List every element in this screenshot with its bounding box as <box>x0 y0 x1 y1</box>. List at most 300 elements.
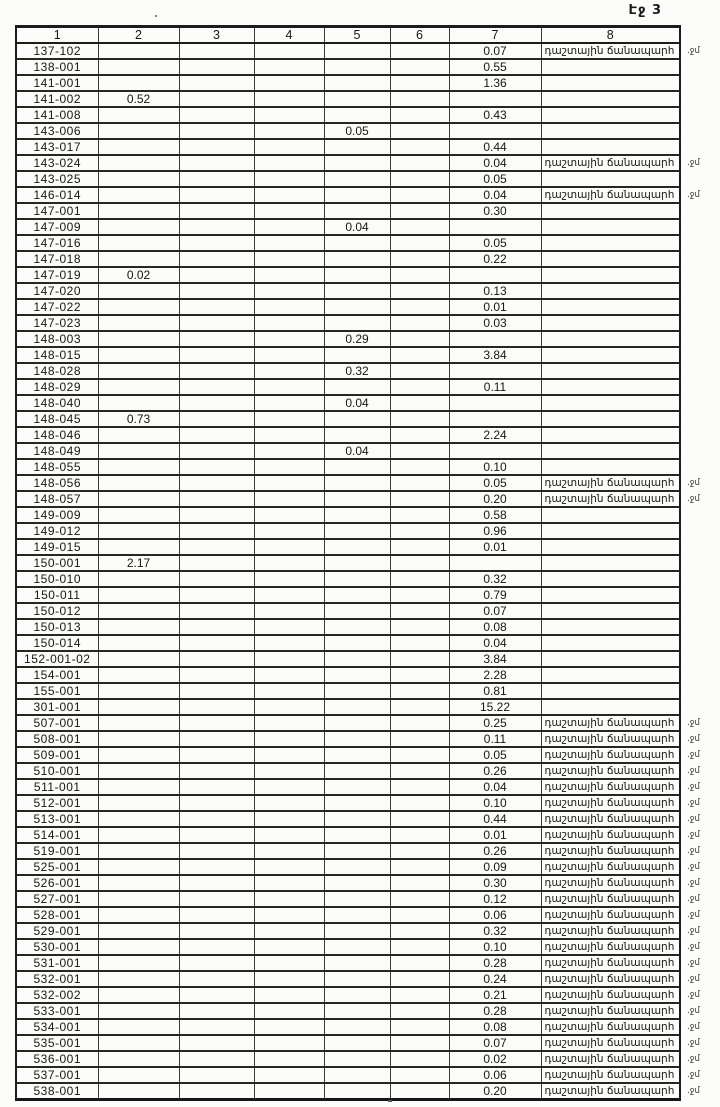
parcel-id-cell: 149-015 <box>16 539 98 555</box>
road-label-cell <box>541 283 680 299</box>
empty-cell <box>449 395 541 411</box>
empty-cell <box>324 555 390 571</box>
margin-note <box>680 459 710 475</box>
empty-cell <box>324 507 390 523</box>
value-cell: 0.06 <box>449 1067 541 1083</box>
empty-cell <box>179 619 254 635</box>
table-row <box>16 955 710 971</box>
parcel-id-cell: 141-008 <box>16 107 98 123</box>
table-row <box>16 155 710 171</box>
empty-cell <box>324 379 390 395</box>
parcel-id-cell: 511-001 <box>16 779 98 795</box>
road-label-cell <box>541 75 680 91</box>
empty-cell <box>179 203 254 219</box>
empty-cell <box>98 299 179 315</box>
empty-cell <box>254 811 324 827</box>
empty-cell <box>324 955 390 971</box>
empty-cell <box>324 779 390 795</box>
table-row <box>16 731 710 747</box>
empty-cell <box>98 859 179 875</box>
empty-cell <box>254 43 324 59</box>
value-cell: 0.08 <box>449 1019 541 1035</box>
parcel-id-cell: 143-017 <box>16 139 98 155</box>
empty-cell <box>324 411 390 427</box>
empty-cell <box>179 283 254 299</box>
parcel-id-cell: 148-029 <box>16 379 98 395</box>
road-label-cell <box>541 91 680 107</box>
table-row <box>16 811 710 827</box>
road-label-cell <box>541 395 680 411</box>
parcel-id-cell: 529-001 <box>16 923 98 939</box>
empty-cell <box>324 1083 390 1100</box>
empty-cell <box>179 91 254 107</box>
empty-cell <box>179 907 254 923</box>
value-cell: 1.36 <box>449 75 541 91</box>
value-cell: 0.04 <box>449 155 541 171</box>
empty-cell <box>98 1019 179 1035</box>
empty-cell <box>98 475 179 491</box>
margin-note <box>680 75 710 91</box>
margin-note <box>680 683 710 699</box>
value-cell: 0.05 <box>449 235 541 251</box>
empty-cell <box>98 43 179 59</box>
margin-note <box>680 315 710 331</box>
empty-cell <box>98 699 179 715</box>
empty-cell <box>390 539 449 555</box>
parcel-id-cell: 143-006 <box>16 123 98 139</box>
empty-cell <box>98 139 179 155</box>
parcel-id-cell: 537-001 <box>16 1067 98 1083</box>
value-cell: 0.79 <box>449 587 541 603</box>
parcel-id-cell: 530-001 <box>16 939 98 955</box>
parcel-id-cell: 510-001 <box>16 763 98 779</box>
table-row <box>16 75 710 91</box>
road-label-cell <box>541 251 680 267</box>
road-label-cell <box>541 299 680 315</box>
empty-cell <box>179 651 254 667</box>
margin-note <box>680 203 710 219</box>
value-cell: 2.17 <box>98 555 179 571</box>
empty-cell <box>324 827 390 843</box>
empty-cell <box>179 107 254 123</box>
margin-note: .ջմ <box>687 1006 700 1016</box>
table-row <box>16 859 710 875</box>
margin-note <box>680 107 710 123</box>
empty-cell <box>179 235 254 251</box>
empty-cell <box>324 315 390 331</box>
parcel-id-cell: 147-018 <box>16 251 98 267</box>
table-row <box>16 939 710 955</box>
empty-cell <box>98 459 179 475</box>
table-row <box>16 779 710 795</box>
parcel-id-cell: 150-001 <box>16 555 98 571</box>
empty-cell <box>254 987 324 1003</box>
road-label-cell <box>541 363 680 379</box>
empty-cell <box>324 91 390 107</box>
value-cell: 0.04 <box>449 187 541 203</box>
empty-cell <box>324 1019 390 1035</box>
parcel-id-cell: 533-001 <box>16 1003 98 1019</box>
road-label-cell <box>541 235 680 251</box>
margin-note <box>680 123 710 139</box>
table-row <box>16 571 710 587</box>
empty-cell <box>179 699 254 715</box>
road-label-cell: դաշտային ճանապարհ <box>541 1083 680 1100</box>
parcel-id-cell: 147-019 <box>16 267 98 283</box>
road-label-cell <box>541 347 680 363</box>
value-cell: 0.02 <box>98 267 179 283</box>
value-cell: 0.58 <box>449 507 541 523</box>
empty-cell <box>254 379 324 395</box>
table-row <box>16 427 710 443</box>
value-cell: 0.10 <box>449 795 541 811</box>
empty-cell <box>390 1003 449 1019</box>
table-row <box>16 1019 710 1035</box>
scan-artifact <box>388 1100 392 1102</box>
margin-note <box>680 59 710 75</box>
empty-cell <box>179 1035 254 1051</box>
empty-cell <box>98 155 179 171</box>
value-cell: 2.28 <box>449 667 541 683</box>
empty-cell <box>449 123 541 139</box>
empty-cell <box>324 203 390 219</box>
margin-note <box>680 651 710 667</box>
empty-cell <box>179 955 254 971</box>
empty-cell <box>449 411 541 427</box>
parcel-id-cell: 148-049 <box>16 443 98 459</box>
empty-cell <box>98 1067 179 1083</box>
parcel-id-cell: 150-012 <box>16 603 98 619</box>
road-label-cell <box>541 699 680 715</box>
value-cell: 0.07 <box>449 1035 541 1051</box>
empty-cell <box>324 1035 390 1051</box>
empty-cell <box>390 827 449 843</box>
empty-cell <box>98 923 179 939</box>
empty-cell <box>254 235 324 251</box>
road-label-cell <box>541 267 680 283</box>
value-cell: 0.52 <box>98 91 179 107</box>
parcel-id-cell: 514-001 <box>16 827 98 843</box>
empty-cell <box>390 651 449 667</box>
table-row <box>16 251 710 267</box>
empty-cell <box>449 331 541 347</box>
empty-cell <box>98 715 179 731</box>
parcel-id-cell: 528-001 <box>16 907 98 923</box>
parcel-id-cell: 535-001 <box>16 1035 98 1051</box>
margin-note <box>680 667 710 683</box>
table-row <box>16 971 710 987</box>
value-cell: 0.44 <box>449 811 541 827</box>
empty-cell <box>254 859 324 875</box>
margin-note: .ջմ <box>687 1022 700 1032</box>
empty-cell <box>179 219 254 235</box>
empty-cell <box>324 603 390 619</box>
empty-cell <box>390 363 449 379</box>
empty-cell <box>179 795 254 811</box>
road-label-cell: դաշտային ճանապարհ <box>541 491 680 507</box>
empty-cell <box>179 251 254 267</box>
value-cell: 0.32 <box>324 363 390 379</box>
road-label-cell: դաշտային ճանապարհ <box>541 43 680 59</box>
margin-note <box>680 555 710 571</box>
margin-note: .ջմ <box>687 862 700 872</box>
empty-cell <box>179 507 254 523</box>
margin-note <box>680 427 710 443</box>
margin-note <box>680 507 710 523</box>
value-cell: 0.44 <box>449 139 541 155</box>
parcel-id-cell: 148-015 <box>16 347 98 363</box>
empty-cell <box>98 971 179 987</box>
empty-cell <box>254 1051 324 1067</box>
table-row <box>16 891 710 907</box>
value-cell: 0.30 <box>449 203 541 219</box>
value-cell: 0.04 <box>324 443 390 459</box>
empty-cell <box>390 1083 449 1100</box>
empty-cell <box>179 763 254 779</box>
empty-cell <box>179 475 254 491</box>
empty-cell <box>324 1051 390 1067</box>
value-cell: 0.20 <box>449 491 541 507</box>
value-cell: 0.07 <box>449 603 541 619</box>
value-cell: 15.22 <box>449 699 541 715</box>
empty-cell <box>254 251 324 267</box>
value-cell: 0.96 <box>449 523 541 539</box>
empty-cell <box>390 507 449 523</box>
margin-note: .ջմ <box>687 814 700 824</box>
value-cell: 0.11 <box>449 379 541 395</box>
value-cell: 0.26 <box>449 763 541 779</box>
empty-cell <box>390 395 449 411</box>
parcel-id-cell: 141-001 <box>16 75 98 91</box>
empty-cell <box>390 619 449 635</box>
parcel-id-cell: 149-009 <box>16 507 98 523</box>
value-cell: 0.29 <box>324 331 390 347</box>
road-label-cell: դաշտային ճանապարհ <box>541 779 680 795</box>
margin-note: .ջմ <box>687 846 700 856</box>
empty-cell <box>324 971 390 987</box>
value-cell: 0.32 <box>449 923 541 939</box>
empty-cell <box>179 315 254 331</box>
empty-cell <box>254 347 324 363</box>
value-cell: 3.84 <box>449 651 541 667</box>
road-label-cell <box>541 171 680 187</box>
parcel-id-cell: 148-055 <box>16 459 98 475</box>
road-label-cell: դաշտային ճանապարհ <box>541 843 680 859</box>
table-row <box>16 523 710 539</box>
parcel-id-cell: 143-024 <box>16 155 98 171</box>
empty-cell <box>98 763 179 779</box>
empty-cell <box>254 923 324 939</box>
parcel-id-cell: 150-014 <box>16 635 98 651</box>
empty-cell <box>254 475 324 491</box>
value-cell: 0.08 <box>449 619 541 635</box>
parcel-id-cell: 525-001 <box>16 859 98 875</box>
empty-cell <box>98 827 179 843</box>
empty-cell <box>324 763 390 779</box>
table-row <box>16 1003 710 1019</box>
margin-note: .ջմ <box>687 766 700 776</box>
empty-cell <box>254 683 324 699</box>
road-label-cell: դաշտային ճանապարհ <box>541 795 680 811</box>
empty-cell <box>324 1003 390 1019</box>
column-header-7: 7 <box>449 27 541 44</box>
empty-cell <box>390 443 449 459</box>
empty-cell <box>390 859 449 875</box>
empty-cell <box>254 75 324 91</box>
empty-cell <box>390 187 449 203</box>
empty-cell <box>254 747 324 763</box>
empty-cell <box>324 1067 390 1083</box>
empty-cell <box>254 1067 324 1083</box>
empty-cell <box>179 347 254 363</box>
empty-cell <box>390 75 449 91</box>
empty-cell <box>179 715 254 731</box>
margin-note <box>680 219 710 235</box>
empty-cell <box>98 59 179 75</box>
road-label-cell <box>541 219 680 235</box>
empty-cell <box>324 651 390 667</box>
empty-cell <box>98 875 179 891</box>
empty-cell <box>98 443 179 459</box>
empty-cell <box>254 715 324 731</box>
empty-cell <box>254 1035 324 1051</box>
empty-cell <box>324 59 390 75</box>
parcel-table <box>15 25 711 1101</box>
parcel-id-cell: 147-009 <box>16 219 98 235</box>
value-cell: 0.05 <box>449 475 541 491</box>
empty-cell <box>179 411 254 427</box>
empty-cell <box>98 955 179 971</box>
empty-cell <box>390 379 449 395</box>
table-row <box>16 763 710 779</box>
empty-cell <box>254 59 324 75</box>
empty-cell <box>390 667 449 683</box>
value-cell: 0.01 <box>449 539 541 555</box>
empty-cell <box>324 859 390 875</box>
empty-cell <box>390 987 449 1003</box>
empty-cell <box>98 171 179 187</box>
value-cell: 0.30 <box>449 875 541 891</box>
parcel-id-cell: 148-056 <box>16 475 98 491</box>
margin-note <box>680 619 710 635</box>
empty-cell <box>324 539 390 555</box>
empty-cell <box>390 155 449 171</box>
empty-cell <box>254 651 324 667</box>
road-label-cell: դաշտային ճանապարհ <box>541 155 680 171</box>
road-label-cell <box>541 107 680 123</box>
empty-cell <box>390 731 449 747</box>
margin-note <box>680 251 710 267</box>
margin-note: .ջմ <box>687 190 700 200</box>
road-label-cell <box>541 587 680 603</box>
margin-note <box>680 331 710 347</box>
empty-cell <box>390 683 449 699</box>
table-row <box>16 603 710 619</box>
empty-cell <box>324 667 390 683</box>
empty-cell <box>390 1051 449 1067</box>
margin-note <box>680 411 710 427</box>
empty-cell <box>254 331 324 347</box>
parcel-id-cell: 147-016 <box>16 235 98 251</box>
empty-cell <box>98 907 179 923</box>
road-label-cell: դաշտային ճանապարհ <box>541 859 680 875</box>
empty-cell <box>324 635 390 651</box>
empty-cell <box>390 571 449 587</box>
empty-cell <box>98 1035 179 1051</box>
margin-note <box>680 91 710 107</box>
empty-cell <box>179 859 254 875</box>
empty-cell <box>324 875 390 891</box>
value-cell: 0.04 <box>324 219 390 235</box>
page-number: Էջ 3 <box>628 3 662 18</box>
empty-cell <box>98 507 179 523</box>
road-label-cell: դաշտային ճանապարհ <box>541 1035 680 1051</box>
empty-cell <box>179 1003 254 1019</box>
value-cell: 0.09 <box>449 859 541 875</box>
value-cell: 0.21 <box>449 987 541 1003</box>
road-label-cell <box>541 523 680 539</box>
margin-note <box>680 523 710 539</box>
value-cell: 0.73 <box>98 411 179 427</box>
empty-cell <box>179 603 254 619</box>
parcel-id-cell: 149-012 <box>16 523 98 539</box>
empty-cell <box>179 459 254 475</box>
margin-note: .ջմ <box>687 830 700 840</box>
empty-cell <box>98 843 179 859</box>
empty-cell <box>324 107 390 123</box>
empty-cell <box>98 635 179 651</box>
empty-cell <box>179 1051 254 1067</box>
empty-cell <box>390 283 449 299</box>
empty-cell <box>324 171 390 187</box>
parcel-id-cell: 148-028 <box>16 363 98 379</box>
empty-cell <box>254 187 324 203</box>
parcel-id-cell: 301-001 <box>16 699 98 715</box>
road-label-cell <box>541 683 680 699</box>
parcel-id-cell: 513-001 <box>16 811 98 827</box>
margin-note: .ջմ <box>687 990 700 1000</box>
parcel-id-cell: 526-001 <box>16 875 98 891</box>
margin-note <box>680 235 710 251</box>
road-label-cell: դաշտային ճանապարհ <box>541 715 680 731</box>
empty-cell <box>390 939 449 955</box>
empty-cell <box>254 971 324 987</box>
value-cell: 0.11 <box>449 731 541 747</box>
empty-cell <box>449 363 541 379</box>
empty-cell <box>179 571 254 587</box>
header-row <box>16 27 710 44</box>
table-row <box>16 667 710 683</box>
empty-cell <box>254 267 324 283</box>
road-label-cell <box>541 507 680 523</box>
table-row <box>16 827 710 843</box>
empty-cell <box>324 235 390 251</box>
empty-cell <box>179 891 254 907</box>
road-label-cell <box>541 139 680 155</box>
empty-cell <box>179 123 254 139</box>
margin-note: .ջմ <box>687 46 700 56</box>
empty-cell <box>254 587 324 603</box>
parcel-id-cell: 154-001 <box>16 667 98 683</box>
value-cell: 0.10 <box>449 459 541 475</box>
table-row <box>16 443 710 459</box>
empty-cell <box>324 795 390 811</box>
empty-cell <box>390 203 449 219</box>
column-header-1: 1 <box>16 27 98 44</box>
empty-cell <box>254 603 324 619</box>
margin-note: .ջմ <box>687 878 700 888</box>
parcel-id-cell: 143-025 <box>16 171 98 187</box>
